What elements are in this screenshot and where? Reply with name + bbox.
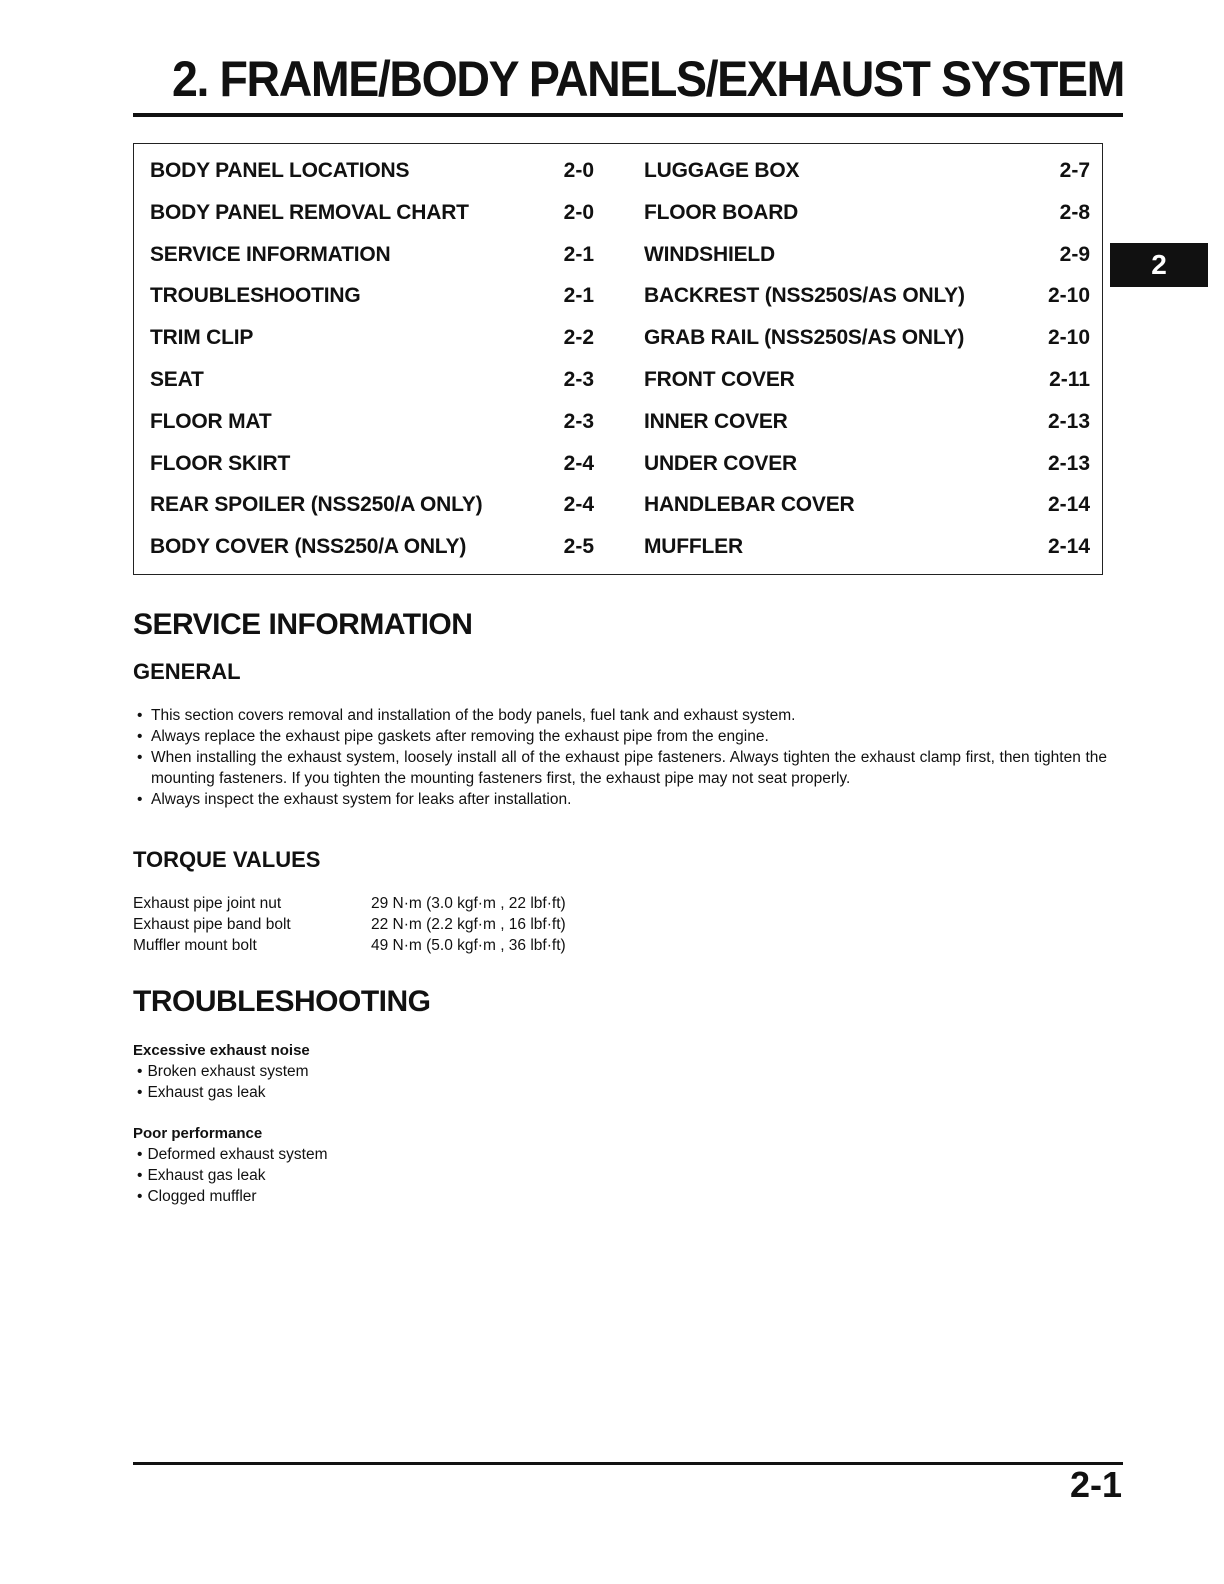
toc-entry-label: FLOOR MAT [150, 409, 272, 433]
toc-entry[interactable] [150, 234, 594, 276]
toc-entry-label: WINDSHIELD [644, 242, 775, 266]
symptom-title: Poor performance [133, 1125, 263, 1142]
toc-entry-page: 2-0 [563, 159, 594, 182]
toc-entry-label: FLOOR BOARD [644, 200, 799, 224]
toc-entry-page: 2-5 [563, 535, 594, 559]
toc-entry[interactable] [644, 443, 1090, 485]
toc-entry[interactable] [150, 443, 594, 485]
toc-entry[interactable] [644, 484, 1090, 526]
toc-entry[interactable] [644, 150, 1090, 192]
toc-entry-page: 2-11 [1049, 367, 1090, 391]
page-number: 2-1 [1069, 1464, 1122, 1505]
toc-entry-page: 2-4 [563, 451, 594, 475]
list-item: • When installing the exhaust system, loosely install all of the exhaust pipe fasteners. Always tighten the exhaust clamp first, then tighten the mounting fasteners. If you tighten the mounting fasteners first, the exhaust pipe may not seat properly. [137, 747, 1107, 789]
toc-entry-page: 2-3 [563, 367, 594, 391]
toc-entry[interactable] [644, 317, 1090, 359]
toc-entry-label: FRONT COVER [644, 367, 795, 391]
toc-entry-page: 2-8 [1059, 200, 1090, 224]
footer-rule [133, 1462, 1123, 1465]
toc-entry[interactable] [644, 359, 1090, 401]
toc-entry-label: BODY COVER (NSS250/A ONLY) [150, 535, 467, 559]
toc-entry-label: TROUBLESHOOTING [150, 284, 361, 308]
toc-entry[interactable] [150, 192, 594, 234]
toc-entry[interactable] [644, 401, 1090, 443]
toc-entry-label: BODY PANEL LOCATIONS [150, 159, 410, 182]
list-item: • This section covers removal and installation of the body panels, fuel tank and exhaust system. [137, 705, 1107, 726]
toc-entry-label: TRIM CLIP [150, 326, 254, 350]
toc-right-column [644, 150, 1090, 568]
service-information-heading: SERVICE INFORMATION [133, 608, 473, 641]
toc-entry-label: BACKREST (NSS250S/AS ONLY) [644, 284, 965, 308]
toc-entry-label: SEAT [150, 367, 204, 391]
symptom-title: Excessive exhaust noise [133, 1042, 310, 1059]
toc-entry-label: GRAB RAIL (NSS250S/AS ONLY) [644, 326, 965, 350]
toc-entry-page: 2-10 [1047, 284, 1090, 308]
list-item: • Broken exhaust system [133, 1061, 310, 1082]
torque-value: 22 N·m (2.2 kgf·m , 16 lbf·ft) [371, 916, 566, 933]
torque-value: 29 N·m (3.0 kgf·m , 22 lbf·ft) [371, 895, 566, 912]
toc-entry-label: INNER COVER [644, 409, 788, 433]
toc-entry[interactable] [150, 359, 594, 401]
toc-entry-label: UNDER COVER [644, 451, 797, 475]
general-notes-list [137, 705, 1107, 810]
page-title: 2. FRAME/BODY PANELS/EXHAUST SYSTEM [172, 51, 1124, 107]
list-item: • Exhaust gas leak [133, 1165, 327, 1186]
toc-entry-page: 2-14 [1047, 493, 1090, 517]
toc-entry-label: SERVICE INFORMATION [150, 242, 391, 266]
toc-entry-page: 2-9 [1059, 242, 1090, 266]
toc-entry-page: 2-13 [1047, 409, 1090, 433]
toc-entry[interactable] [150, 401, 594, 443]
title-rule [133, 113, 1123, 117]
toc-entry-label: MUFFLER [644, 535, 743, 559]
torque-value: 49 N·m (5.0 kgf·m , 36 lbf·ft) [371, 937, 566, 954]
list-item: • Clogged muffler [133, 1186, 327, 1207]
toc-entry-label: REAR SPOILER (NSS250/A ONLY) [150, 493, 483, 517]
general-heading: GENERAL [133, 659, 241, 684]
troubleshooting-group [133, 1123, 327, 1207]
list-item: • Deformed exhaust system [133, 1144, 327, 1165]
torque-values-heading: TORQUE VALUES [133, 847, 321, 872]
troubleshooting-group [133, 1040, 310, 1103]
list-item: • Always inspect the exhaust system for leaks after installation. [137, 789, 1107, 810]
toc-entry[interactable] [150, 484, 594, 526]
torque-item: Muffler mount bolt [133, 937, 257, 954]
torque-item: Exhaust pipe band bolt [133, 916, 291, 933]
toc-entry-page: 2-1 [563, 284, 594, 308]
toc-entry-page: 2-10 [1047, 326, 1090, 350]
toc-entry[interactable] [644, 275, 1090, 317]
toc-entry-label: LUGGAGE BOX [644, 159, 800, 182]
toc-entry[interactable] [644, 192, 1090, 234]
toc-entry-label: FLOOR SKIRT [150, 451, 291, 475]
toc-left-column [150, 150, 594, 568]
toc-entry[interactable] [644, 234, 1090, 276]
toc-entry[interactable] [644, 526, 1090, 568]
toc-entry-page: 2-0 [563, 200, 594, 224]
list-item: • Exhaust gas leak [133, 1082, 310, 1103]
troubleshooting-heading: TROUBLESHOOTING [133, 985, 431, 1018]
section-tab: 2 [1110, 243, 1208, 287]
toc-entry[interactable] [150, 526, 594, 568]
toc-entry-page: 2-14 [1047, 535, 1090, 559]
toc-entry[interactable] [150, 150, 594, 192]
list-item: • Always replace the exhaust pipe gaskets after removing the exhaust pipe from the engine. [137, 726, 1107, 747]
toc-entry-page: 2-4 [563, 493, 594, 517]
toc-entry-label: BODY PANEL REMOVAL CHART [150, 200, 469, 224]
toc-entry-page: 2-13 [1047, 451, 1090, 475]
torque-item: Exhaust pipe joint nut [133, 895, 282, 912]
toc-entry-page: 2-2 [563, 326, 594, 350]
toc-entry[interactable] [150, 317, 594, 359]
toc-entry-label: HANDLEBAR COVER [644, 493, 855, 517]
toc-entry[interactable] [150, 275, 594, 317]
toc-entry-page: 2-1 [563, 242, 594, 266]
toc-entry-page: 2-3 [563, 409, 594, 433]
toc-entry-page: 2-7 [1059, 159, 1090, 182]
